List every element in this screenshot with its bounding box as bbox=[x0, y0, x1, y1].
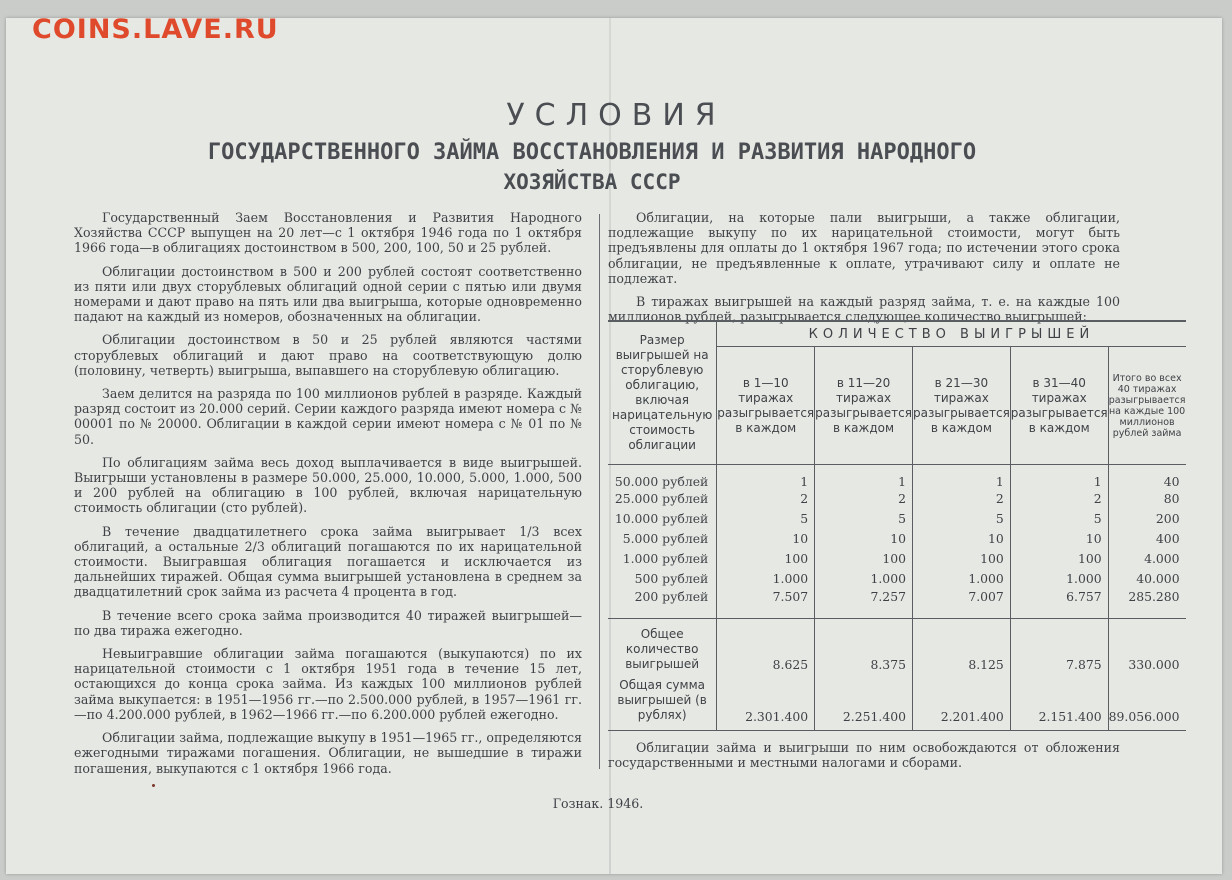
watermark: COINS.LAVE.RU bbox=[32, 14, 279, 45]
cell: 100 bbox=[912, 549, 1010, 569]
cell: 2.151.400 bbox=[1010, 672, 1108, 730]
table-header-col: в 1—10 тиражах разыгрывается в каждом bbox=[717, 347, 815, 465]
cell: 2 bbox=[1010, 489, 1108, 509]
cell: 5 bbox=[1010, 509, 1108, 529]
cell: 285.280 bbox=[1108, 589, 1185, 619]
paragraph: В течение двадцатилетнего срока займа выигрывает 1/3 всех облигаций, а остальные 2/3 облигаций погашаются по их нарицательной стоимости. Выигравшая облигация погашается и исключается из дальнейших тиражей. Общая сумма выигрышей установлена в среднем за двадцатилетний срок займа из расчета 4 процента в год. bbox=[74, 523, 582, 600]
tax-exemption-note: Облигации займа и выигрыши по ним освобождаются от обложения государственными и местными налогами и сборами. bbox=[608, 740, 1120, 771]
cell: 7.257 bbox=[815, 589, 913, 619]
column-divider bbox=[599, 214, 600, 769]
row-label: 50.000 рублей bbox=[614, 473, 709, 489]
paragraph: Облигации достоинством в 50 и 25 рублей являются частями сторублевых облигаций и дают право на соответствующую долю (половину, четверть) выигрыша, выпавшего на сторублевую облигацию. bbox=[74, 332, 582, 378]
cell: 6.757 bbox=[1010, 589, 1108, 619]
cell: 5 bbox=[717, 509, 815, 529]
table-header-col: в 11—20 тиражах разыгрывается в каждом bbox=[815, 347, 913, 465]
row-label: 10.000 рублей bbox=[614, 511, 709, 526]
cell: 1 bbox=[717, 465, 815, 489]
cell: 4.000 bbox=[1108, 549, 1185, 569]
cell: 2 bbox=[912, 489, 1010, 509]
cell: 10 bbox=[912, 529, 1010, 549]
row-label: 1.000 рублей bbox=[622, 551, 709, 566]
table-group-header: КОЛИЧЕСТВО ВЫИГРЫШЕЙ bbox=[717, 321, 1186, 347]
row-label: 200 рублей bbox=[608, 589, 717, 619]
row-label-total-sum: Общая сумма выигрышей (в рублях) bbox=[608, 672, 717, 730]
table-header-col: в 31—40 тиражах разыгрывается в каждом bbox=[1010, 347, 1108, 465]
cell: 80 bbox=[1108, 489, 1185, 509]
left-column bbox=[74, 210, 582, 784]
cell: 100 bbox=[717, 549, 815, 569]
cell: 89.056.000 bbox=[1108, 672, 1185, 730]
cell: 1 bbox=[1010, 465, 1108, 489]
cell: 2.201.400 bbox=[912, 672, 1010, 730]
ink-spot bbox=[152, 784, 155, 787]
winnings-table bbox=[608, 320, 1186, 731]
cell: 7.875 bbox=[1010, 619, 1108, 673]
cell: 5 bbox=[815, 509, 913, 529]
cell: 5 bbox=[912, 509, 1010, 529]
cell: 10 bbox=[815, 529, 913, 549]
table-header-size: Размер выигрышей на сторублевую облигацию, включая нарицательную стоимость облигации bbox=[608, 321, 717, 465]
right-column bbox=[608, 210, 1120, 332]
document-title: УСЛОВИЯ bbox=[506, 98, 726, 133]
cell: 1.000 bbox=[717, 569, 815, 589]
cell: 10 bbox=[717, 529, 815, 549]
cell: 2 bbox=[815, 489, 913, 509]
row-label: 500 рублей bbox=[634, 571, 709, 586]
paragraph: В течение всего срока займа производится 40 тиражей выигрышей—по два тиража ежегодно. bbox=[74, 607, 582, 638]
row-label-total-count: Общее количество выигрышей bbox=[625, 627, 700, 671]
cell: 7.507 bbox=[717, 589, 815, 619]
cell: 40 bbox=[1108, 465, 1185, 489]
cell: 100 bbox=[1010, 549, 1108, 569]
cell: 8.625 bbox=[717, 619, 815, 673]
table-header-total: Итого во всех 40 тиражах разыгрывается на каждые 100 миллионов рублей займа bbox=[1108, 347, 1185, 465]
cell: 1 bbox=[815, 465, 913, 489]
cell: 7.007 bbox=[912, 589, 1010, 619]
paragraph: Облигации займа, подлежащие выкупу в 1951—1965 гг., определяются ежегодными тиражами погашения. Облигации, не вышедшие в тиражи погашения, выкупаются с 1 октября 1966 года. bbox=[74, 730, 582, 776]
cell: 2.301.400 bbox=[717, 672, 815, 730]
cell: 2 bbox=[717, 489, 815, 509]
cell: 10 bbox=[1010, 529, 1108, 549]
cell: 1.000 bbox=[1010, 569, 1108, 589]
cell: 2.251.400 bbox=[815, 672, 913, 730]
cell: 100 bbox=[815, 549, 913, 569]
cell: 200 bbox=[1108, 509, 1185, 529]
cell: 40.000 bbox=[1108, 569, 1185, 589]
cell: 8.375 bbox=[815, 619, 913, 673]
paragraph: Облигации достоинством в 500 и 200 рублей состоят соответственно из пяти или двух сторублевых облигаций одной серии с пятью или двумя номерами и дают право на пять или два выигрыша, которые одновременно падают на каждый из номеров, обозначенных на облигации. bbox=[74, 263, 582, 325]
cell: 8.125 bbox=[912, 619, 1010, 673]
printer-imprint: Гознак. 1946. bbox=[552, 796, 644, 811]
paragraph: Облигации, на которые пали выигрыши, а также облигации, подлежащие выкупу по их нарицательной стоимости, могут быть предъявлены для оплаты до 1 октября 1967 года; по истечении этого срока облигации, не предъявленные к оплате, утрачивают силу и оплате не подлежат. bbox=[608, 210, 1120, 286]
table-header-col: в 21—30 тиражах разыгрывается в каждом bbox=[912, 347, 1010, 465]
cell: 1.000 bbox=[815, 569, 913, 589]
row-label: 5.000 рублей bbox=[622, 531, 709, 546]
document-subtitle-line1: ГОСУДАРСТВЕННОГО ЗАЙМА ВОССТАНОВЛЕНИЯ И РАЗВИТИЯ НАРОДНОГО bbox=[207, 140, 977, 165]
cell: 1.000 bbox=[912, 569, 1010, 589]
paragraph: Государственный Заем Восстановления и Развития Народного Хозяйства СССР выпущен на 20 лет—с 1 октября 1946 года по 1 октября 1966 года—в облигациях достоинством в 500, 200, 100, 50 и 25 рублей. bbox=[74, 210, 582, 256]
row-label: 25.000 рублей bbox=[614, 491, 709, 506]
paragraph: Невыигравшие облигации займа погашаются (выкупаются) по их нарицательной стоимости с 1 октября 1951 года в течение 15 лет, остающихся до конца срока займа. Из каждых 100 миллионов рублей займа выкупается: в 1951—1956 гг.—по 2.500.000 рублей, в 1957—1961 гг.—по 4.200.000 рублей, в 1962—1966 гг.—по 6.200.000 рублей ежегодно. bbox=[74, 646, 582, 722]
document-subtitle-line2: ХОЗЯЙСТВА СССР bbox=[503, 170, 681, 194]
paragraph: По облигациям займа весь доход выплачивается в виде выигрышей. Выигрыши установлены в размере 50.000, 25.000, 10.000, 5.000, 1.000, 500 и 200 рублей на облигацию в 100 рублей, включая нарицательную стоимость облигации (сто рублей). bbox=[74, 454, 582, 516]
cell: 330.000 bbox=[1108, 619, 1185, 673]
paragraph: Заем делится на разряда по 100 миллионов рублей в разряде. Каждый разряд состоит из 20.000 серий. Серии каждого разряда имеют номера с № 00001 по № 20000. Облигации в каждой серии имеют номера с № 01 по № 50. bbox=[74, 386, 582, 447]
paragraph: В тиражах выигрышей на каждый разряд займа, т. е. на каждые 100 миллионов рублей, разыгрывается следующее количество выигрышей: bbox=[608, 294, 1120, 325]
cell: 1 bbox=[912, 465, 1010, 489]
cell: 400 bbox=[1108, 529, 1185, 549]
